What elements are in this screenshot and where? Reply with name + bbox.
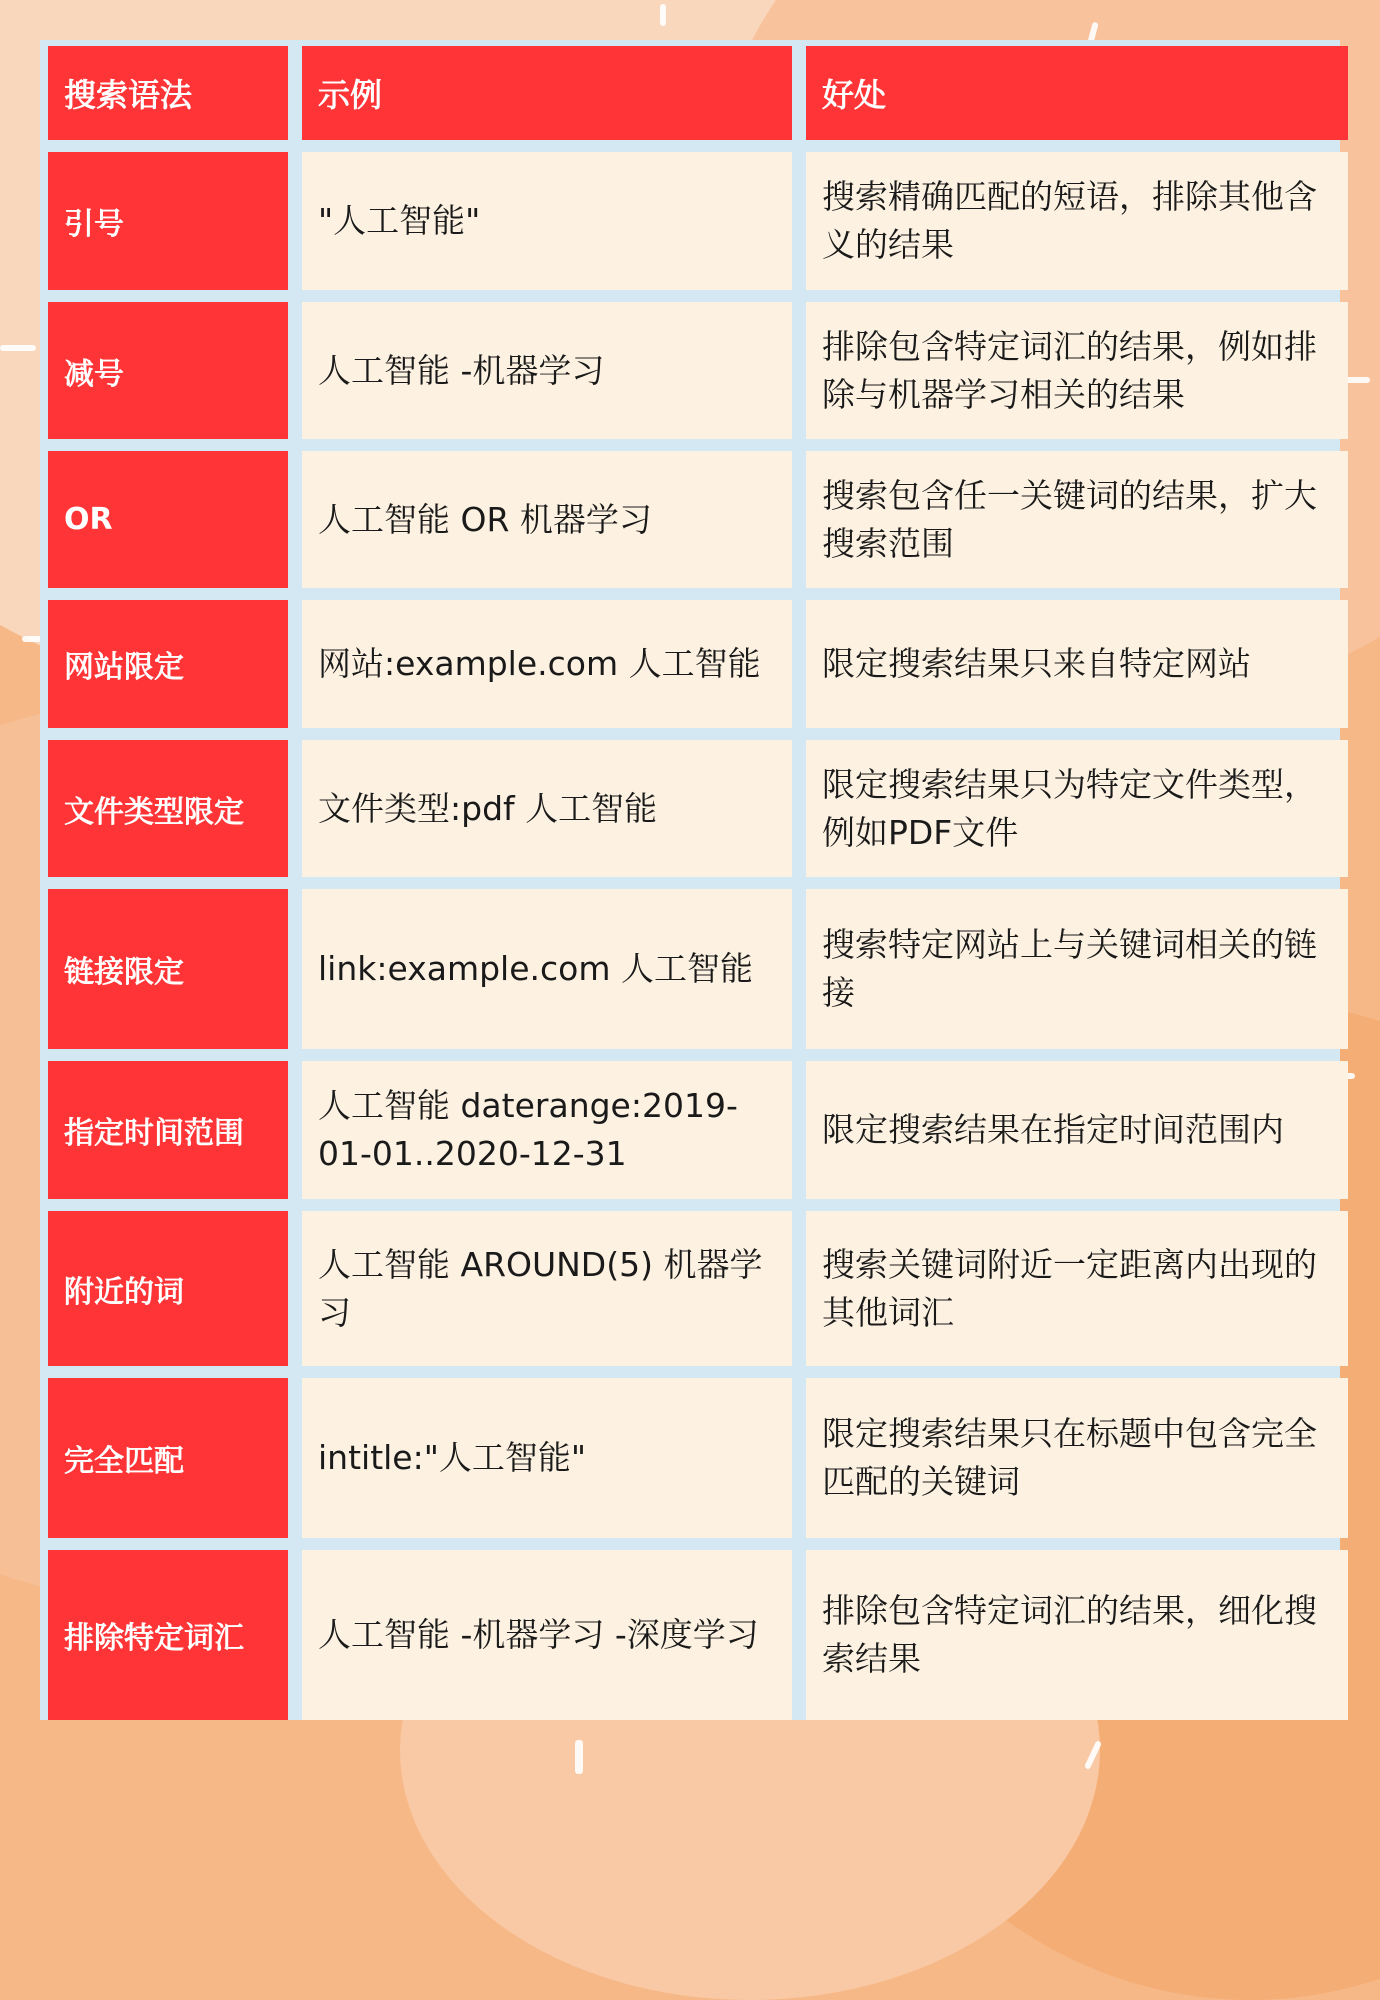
row-benefit: 搜索特定网站上与关键词相关的链接 [806, 889, 1348, 1049]
row-syntax: 减号 [48, 302, 288, 439]
row-example: 文件类型:pdf 人工智能 [302, 740, 792, 877]
header-example: 示例 [302, 46, 792, 140]
row-syntax: OR [48, 451, 288, 588]
row-example: 人工智能 -机器学习 -深度学习 [302, 1550, 792, 1720]
row-benefit: 限定搜索结果只为特定文件类型，例如PDF文件 [806, 740, 1348, 877]
row-example: 人工智能 -机器学习 [302, 302, 792, 439]
decorative-dash [575, 1740, 583, 1774]
header-syntax: 搜索语法 [48, 46, 288, 140]
row-syntax: 引号 [48, 152, 288, 290]
header-benefit: 好处 [806, 46, 1348, 140]
decorative-dash [0, 345, 36, 351]
search-syntax-table [40, 40, 1340, 1720]
row-syntax: 网站限定 [48, 600, 288, 728]
row-benefit: 搜索关键词附近一定距离内出现的其他词汇 [806, 1211, 1348, 1366]
row-benefit: 限定搜索结果只来自特定网站 [806, 600, 1348, 728]
row-syntax: 完全匹配 [48, 1378, 288, 1538]
row-example: 网站:example.com 人工智能 [302, 600, 792, 728]
row-syntax: 排除特定词汇 [48, 1550, 288, 1720]
row-example: 人工智能 daterange:2019-01-01..2020-12-31 [302, 1061, 792, 1199]
row-benefit: 排除包含特定词汇的结果，细化搜索结果 [806, 1550, 1348, 1720]
row-syntax: 指定时间范围 [48, 1061, 288, 1199]
row-syntax: 附近的词 [48, 1211, 288, 1366]
row-example: 人工智能 AROUND(5) 机器学习 [302, 1211, 792, 1366]
row-benefit: 限定搜索结果只在标题中包含完全匹配的关键词 [806, 1378, 1348, 1538]
row-benefit: 搜索包含任一关键词的结果，扩大搜索范围 [806, 451, 1348, 588]
row-syntax: 文件类型限定 [48, 740, 288, 877]
row-example: intitle:"人工智能" [302, 1378, 792, 1538]
row-example: "人工智能" [302, 152, 792, 290]
row-example: link:example.com 人工智能 [302, 889, 792, 1049]
row-syntax: 链接限定 [48, 889, 288, 1049]
decorative-dash [660, 4, 666, 26]
row-example: 人工智能 OR 机器学习 [302, 451, 792, 588]
row-benefit: 限定搜索结果在指定时间范围内 [806, 1061, 1348, 1199]
row-benefit: 搜索精确匹配的短语，排除其他含义的结果 [806, 152, 1348, 290]
row-benefit: 排除包含特定词汇的结果，例如排除与机器学习相关的结果 [806, 302, 1348, 439]
